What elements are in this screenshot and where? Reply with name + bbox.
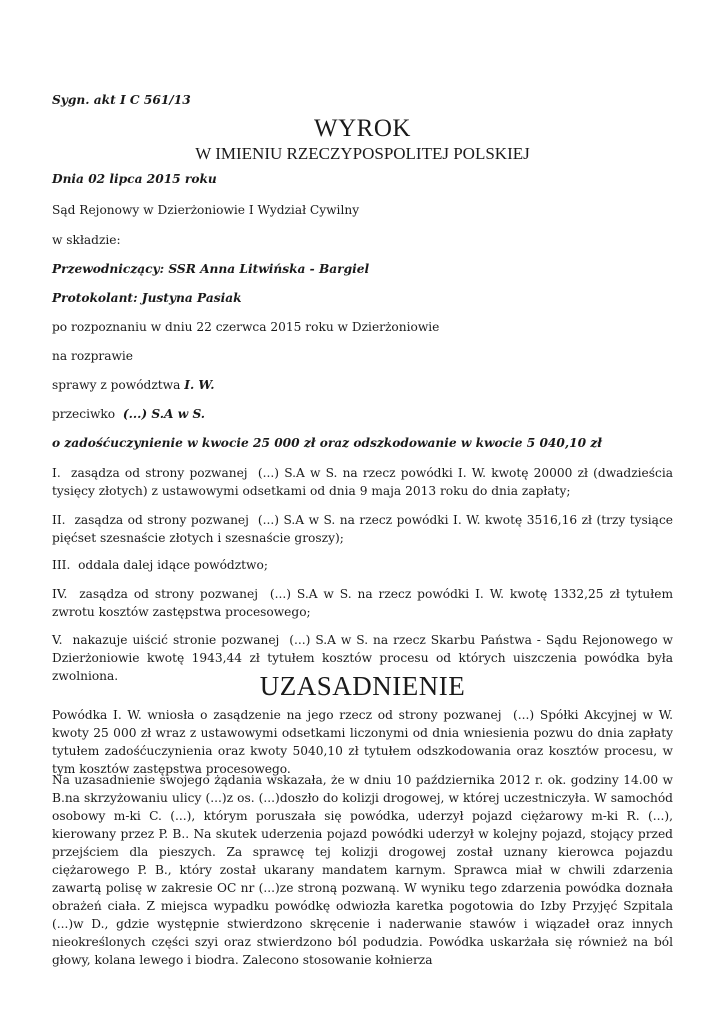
case-subject: o zadośćuczynienie w kwocie 25 000 zł oraz odszkodowanie w kwocie 5 040,10 zł xyxy=(52,436,602,450)
justification-paragraph: Na uzasadnienie swojego żądania wskazała, że w dniu 10 października 2012 r. ok. godziny 14.00 w B.na skrzyżowaniu ulicy (...)z os. (...)doszło do kolizji drogowej, w której uczestniczyła. W samochód osobowy m-ki C. (...), którym poruszała się powódka, uderzył pojazd ciężarowy m-ki R. (...), kierowany przez P. B.. Na skutek uderzenia pojazd powódki uderzył w kolejny pojazd, stojący przed przejściem dla pieszych. Za sprawcę tej kolizji drogowej został uznany kierowca pojazdu ciężarowego P. B., który został ukarany mandatem karnym. Sprawca miał w chwili zdarzenia zawartą polisę w zakresie OC nr (...)ze stroną pozwaną. W wyniku tego zdarzenia powódka doznała obrażeń ciała. Z miejsca wypadku powódkę odwiozła karetka pogotowia do Izby Przyjęć Szpitala (...)w D., gdzie występnie stwierdzono skręcenie i naderwanie stawów i wiązadeł oraz innych nieokreślonych części szyi oraz stwierdzono ból podudzia. Powódka uskarżała się również na ból głowy, kolana lewego i biodra. Zalecono stosowanie kołnierza xyxy=(52,773,677,967)
verdict-item: V. nakazuje uiścić stronie pozwanej (...) S.A w S. na rzecz Skarbu Państwa - Sądu Rejonowego w Dzierżoniowie kwotę 1943,44 zł tytułem kosztów procesu od których uiszczenia powódka była zwolniona. xyxy=(52,633,677,683)
claimant-line xyxy=(52,376,673,394)
claimant-name: I. W. xyxy=(184,378,215,392)
verdict-date: Dnia 02 lipca 2015 roku xyxy=(52,172,217,186)
hearing-info: po rozpoznaniu w dniu 22 czerwca 2015 roku w Dzierżoniowie xyxy=(52,320,440,334)
verdict-item: III. oddala dalej idące powództwo; xyxy=(52,558,268,572)
court-name: Sąd Rejonowy w Dzierżoniowie I Wydział Cywilny xyxy=(52,203,360,217)
verdict-item: I. zasądza od strony pozwanej (...) S.A w S. na rzecz powódki I. W. kwotę 20000 zł (dwadzieścia tysięcy złotych) z ustawowymi odsetkami od dnia 9 maja 2013 roku do dnia zapłaty; xyxy=(52,466,677,498)
court-clerk: Protokolant: Justyna Pasiak xyxy=(52,291,242,305)
defendant-label: przeciwko xyxy=(52,407,123,421)
verdict-item: II. zasądza od strony pozwanej (...) S.A w S. na rzecz powódki I. W. kwotę 3516,16 zł (trzy tysiące pięćset szesnaście złotych i szesnaście groszy); xyxy=(52,513,677,545)
case-signature: Sygn. akt I C 561/13 xyxy=(52,93,191,107)
document-title: WYROK xyxy=(314,115,411,142)
presiding-judge: Przewodniczący: SSR Anna Litwińska - Bargiel xyxy=(52,262,370,276)
document-subtitle: W IMIENIU RZECZYPOSPOLITEJ POLSKIEJ xyxy=(195,144,530,163)
claimant-label: sprawy z powództwa xyxy=(52,378,185,392)
verdict-item: IV. zasądza od strony pozwanej (...) S.A w S. na rzecz powódki I. W. kwotę 1332,25 zł tytułem zwrotu kosztów zastępstwa procesowego; xyxy=(52,587,677,619)
trial-label: na rozprawie xyxy=(52,349,134,363)
composition-label: w składzie: xyxy=(52,233,121,247)
defendant-name: (...) S.A w S. xyxy=(122,407,206,421)
justification-heading: UZASADNIENIE xyxy=(259,671,466,701)
justification-paragraph: Powódka I. W. wniosła o zasądzenie na jego rzecz od strony pozwanej (...) Spółki Akcyjnej w W. kwoty 25 000 zł wraz z ustawowymi odsetkami liczonymi od dnia wniesienia pozwu do dnia zapłaty tytułem zadośćuczynienia oraz kwoty 5040,10 zł tytułem odszkodowania oraz kosztów procesu, w tym kosztów zastępstwa procesowego. xyxy=(52,708,677,776)
defendant-line xyxy=(52,405,673,423)
